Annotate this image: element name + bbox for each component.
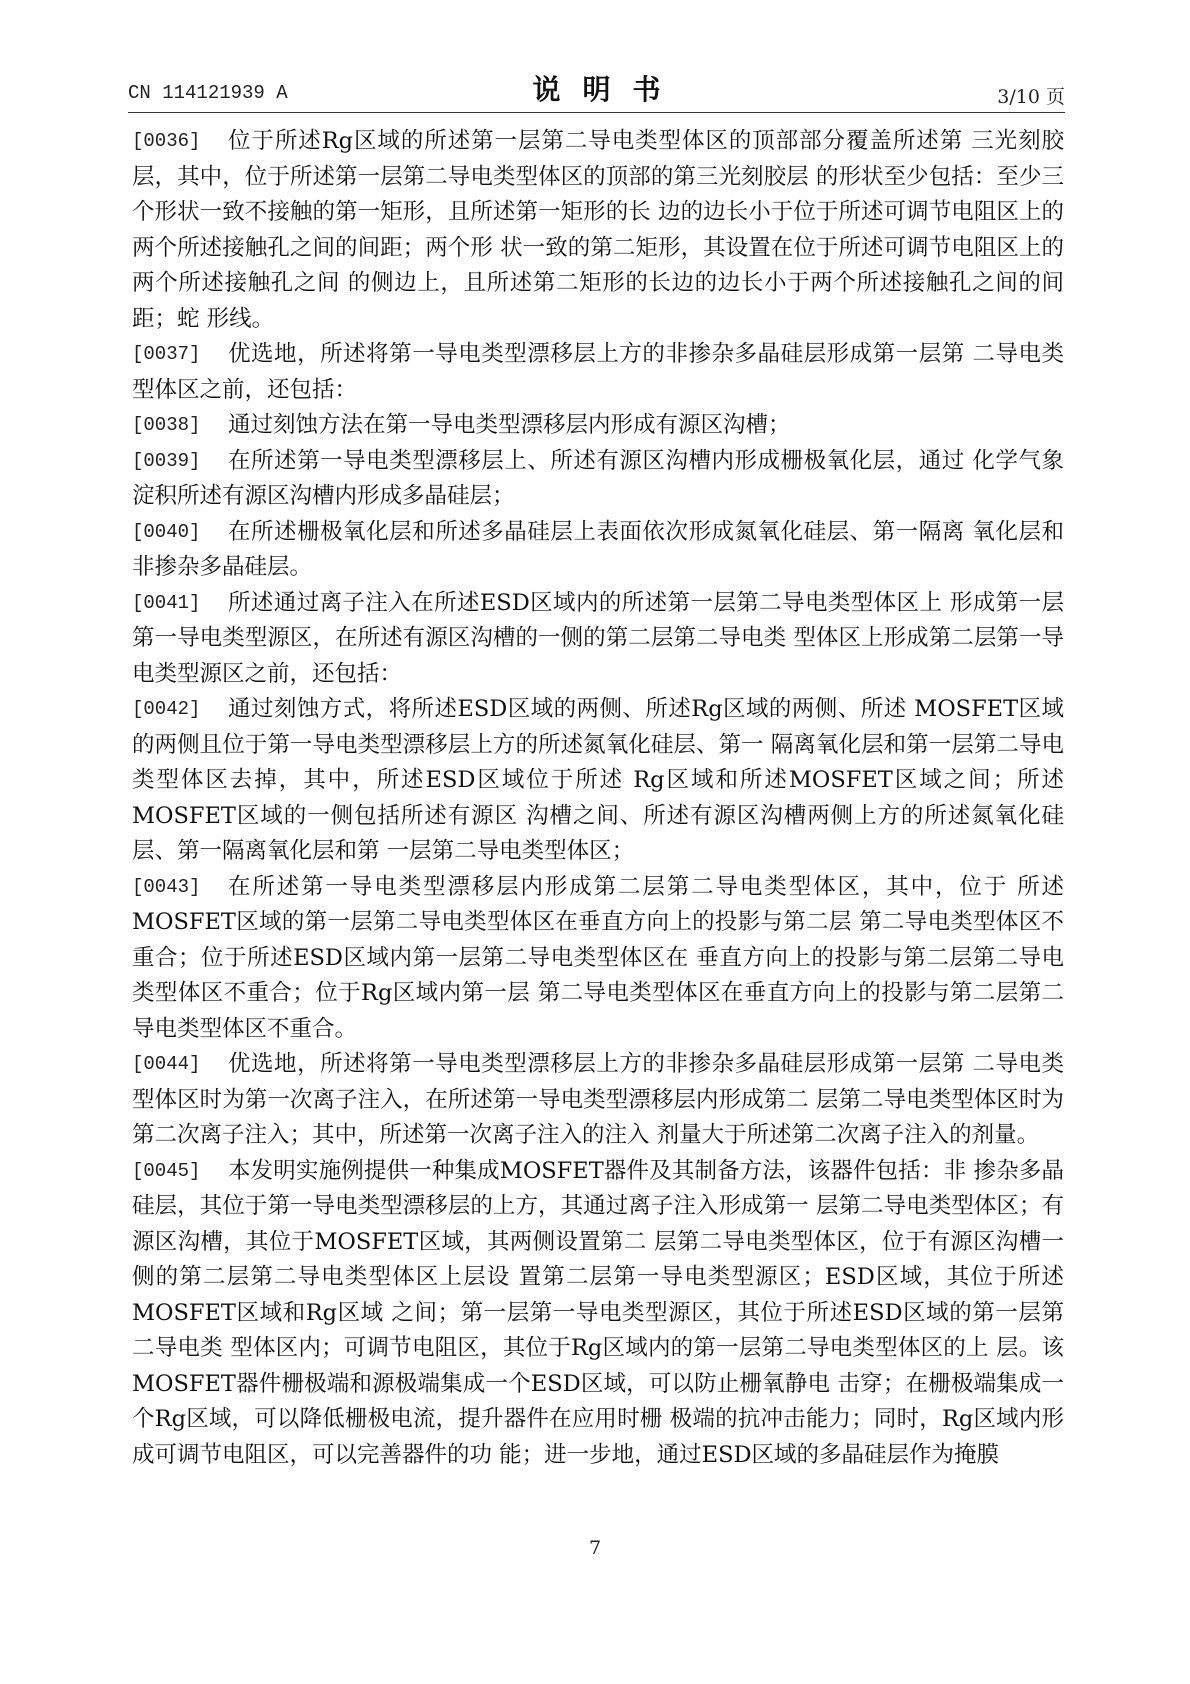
publication-number: CN 114121939 A — [128, 82, 288, 104]
paragraph — [132, 515, 1064, 586]
paragraph-number: [0045] — [132, 1159, 201, 1182]
paragraph-text: 所述通过离子注入在所述ESD区域内的所述第一层第二导电类型体区上 形成第一层第一导电类型源区，在所述有源区沟槽的一侧的第二层第二导电类 型体区上形成第二层第一导电类型源区之前，还包括： — [132, 589, 1064, 687]
paragraph-number: [0044] — [132, 1053, 201, 1075]
paragraph-text: 在所述栅极氧化层和所述多晶硅层上表面依次形成氮氧化硅层、第一隔离 氧化层和非掺杂多晶硅层。 — [132, 518, 1064, 580]
paragraph-text: 在所述第一导电类型漂移层上、所述有源区沟槽内形成栅极氧化层，通过 化学气象淀积所述有源区沟槽内形成多晶硅层； — [132, 447, 1064, 509]
paragraph — [132, 337, 1064, 408]
paragraph — [132, 586, 1064, 693]
page-count: 3/10 页 — [997, 86, 1065, 108]
paragraph-number: [0041] — [132, 591, 201, 614]
paragraph — [132, 1047, 1064, 1154]
page-header — [128, 68, 1065, 112]
paragraph-text: 在所述第一导电类型漂移层内形成第二层第二导电类型体区，其中，位于 所述MOSFET区域的第一层第二导电类型体区在垂直方向上的投影与第二层 第二导电类型体区不重合；位于所述ESD区域内第一层第二导电类型体区在 垂直方向上的投影与第二层第二导电类型体区不重合；位于Rg区域内第一层 第二导电类型体区在垂直方向上的投影与第二层第二导电类型体区不重合。 — [132, 873, 1064, 1042]
paragraph-text: 本发明实施例提供一种集成MOSFET器件及其制备方法，该器件包括：非 掺杂多晶硅层，其位于第一导电类型漂移层的上方，其通过离子注入形成第一 层第二导电类型体区；有源区沟槽，其位于MOSFET区域，其两侧设置第二 层第二导电类型体区，位于有源区沟槽一侧的第二层第二导电类型体区上层设 置第二层第一导电类型源区；ESD区域，其位于所述MOSFET区域和Rg区域 之间；第一层第一导电类型源区，其位于所述ESD区域的第一层第二导电类 型体区内；可调节电阻区，其位于Rg区域内的第一层第二导电类型体区的上 层。该MOSFET器件栅极端和源极端集成一个ESD区域，可以防止栅氧静电 击穿；在栅极端集成一个Rg区域，可以降低栅极电流，提升器件在应用时栅 极端的抗冲击能力；同时，Rg区域内形成可调节电阻区，可以完善器件的功 能；进一步地，通过ESD区域的多晶硅层作为掩膜 — [132, 1157, 1064, 1468]
paragraph-number: [0039] — [132, 449, 201, 472]
document-title: 说明书 — [532, 73, 683, 106]
paragraph-number: [0042] — [132, 698, 201, 720]
paragraph-text: 通过刻蚀方式，将所述ESD区域的两侧、所述Rg区域的两侧、所述 MOSFET区域的两侧且位于第一导电类型漂移层上方的所述氮氧化硅层、第一 隔离氧化层和第一层第二导电类型体区去掉，其中，所述ESD区域位于所述 Rg区域和所述MOSFET区域之间；所述MOSFET区域的一侧包括所述有源区 沟槽之间、所述有源区沟槽两侧上方的所述氮氧化硅层、第一隔离氧化层和第 一层第二导电类型体区； — [132, 696, 1064, 864]
paragraph-number: [0038] — [132, 414, 201, 436]
paragraph-number: [0043] — [132, 875, 201, 898]
page-number: 7 — [588, 1537, 602, 1559]
paragraph-text: 位于所述Rg区域的所述第一层第二导电类型体区的顶部部分覆盖所述第 三光刻胶层，其中，位于所述第一层第二导电类型体区的顶部的第三光刻胶层 的形状至少包括：至少三个形状一致不接触的第一矩形，且所述第一矩形的长 边的边长小于位于所述可调节电阻区上的两个所述接触孔之间的间距；两个形 状一致的第二矩形，其设置在位于所述可调节电阻区上的两个所述接触孔之间 的侧边上，且所述第二矩形的长边的边长小于两个所述接触孔之间的间距；蛇 形线。 — [132, 128, 1064, 332]
paragraph-text: 通过刻蚀方法在第一导电类型漂移层内形成有源区沟槽； — [228, 412, 791, 438]
paragraph — [132, 408, 1064, 444]
paragraph — [132, 444, 1064, 515]
paragraph-number: [0040] — [132, 520, 201, 543]
paragraph — [132, 124, 1064, 337]
paragraph — [132, 692, 1064, 870]
document-body — [132, 124, 1064, 1473]
header-rule — [128, 112, 1065, 113]
paragraph-number: [0036] — [132, 130, 201, 152]
paragraph-number: [0037] — [132, 343, 201, 365]
paragraph-text: 优选地，所述将第一导电类型漂移层上方的非掺杂多晶硅层形成第一层第 二导电类型体区时为第一次离子注入，在所述第一导电类型漂移层内形成第二 层第二导电类型体区时为第二次离子注入；其中，所述第一次离子注入的注入 剂量大于所述第二次离子注入的剂量。 — [132, 1051, 1064, 1148]
paragraph-text: 优选地，所述将第一导电类型漂移层上方的非掺杂多晶硅层形成第一层第 二导电类型体区之前，还包括： — [132, 341, 1064, 403]
paragraph — [132, 1154, 1064, 1474]
paragraph — [132, 870, 1064, 1048]
